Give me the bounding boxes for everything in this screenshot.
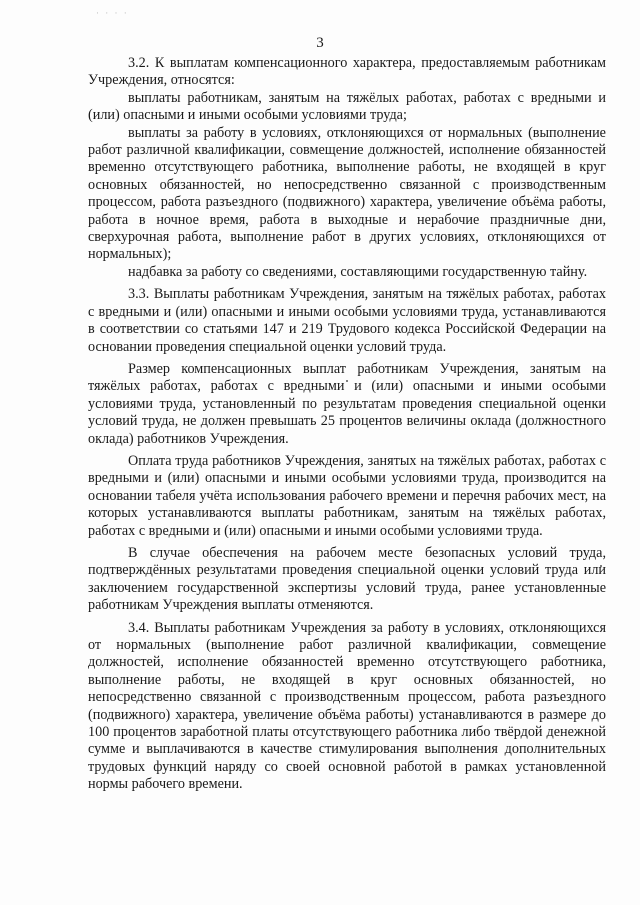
paragraph-payment-procedure: Оплата труда работников Учреждения, занятых на тяжёлых работах, работах с вредными и (или) опасными и иными особыми условиями труда, производится на основании табеля учёта использования рабочего времени и перечня рабочих мест, на которых устанавливаются выплаты работникам, занятым на тяжёлых работах, работах с вредными и (или) опасными и иными особыми условиями труда. — [88, 452, 606, 539]
paragraph-list-item-state-secret: надбавка за работу со сведениями, составляющими государственную тайну. — [128, 263, 588, 280]
page-number: 3 — [316, 35, 324, 51]
paragraph-compensation-size: Размер компенсационных выплат работникам Учреждения, занятым на тяжёлых работах, работах с вредными и (или) опасными и иными особыми условиями труда, установленный по результатам проведения специальной оценки условий труда, не должен превышать 25 процентов величины оклада (должностного оклада) работников Учреждения. — [88, 360, 606, 447]
paragraph-list-item-harmful-work: выплаты работникам, занятым на тяжёлых работах, работах с вредными и (или) опасными и иными особыми условиями труда; — [88, 89, 606, 124]
paragraph-3-3: 3.3. Выплаты работникам Учреждения, занятым на тяжёлых работах, работах с вредными и (или) опасными и иными особыми условиями труда, устанавливаются в соответствии со статьями 147 и 219 Трудового кодекса Российской Федерации на основании проведения специальной оценки условий труда. — [88, 286, 606, 355]
paragraph-safe-conditions: В случае обеспечения на рабочем месте безопасных условий труда, подтверждённых результатами проведения специальной оценки условий труда или заключением государственной экспертизы условий труда, ранее установленные работникам Учреждения выплаты отменяются. — [88, 544, 606, 614]
scan-artifact: · · · · — [96, 8, 129, 18]
paragraph-3-2-intro: 3.2. К выплатам компенсационного характера, предоставляемым работникам Учреждения, относятся: — [88, 55, 606, 89]
paragraph-3-4: 3.4. Выплаты работникам Учреждения за работу в условиях, отклоняющихся от нормальных (выполнение работ различной квалификации, совмещение должностей, исполнение обязанностей временно отсутствующего работника, выполнение работы, не входящей в круг основных обязанностей, но непосредственно связанной с производственным процессом, работа разъездного (подвижного) характера, увеличение объёма работы) устанавливаются в размере до 100 процентов заработной платы отсутствующего работника либо твёрдой денежной сумме и выплачиваются в качестве стимулирования выполнения дополнительных трудовых функций наряду со своей основной работой в рамках установленной нормы рабочего времени. — [88, 619, 606, 793]
paragraph-list-item-abnormal-conditions: выплаты за работу в условиях, отклоняющихся от нормальных (выполнение работ различной квалификации, совмещение должностей, исполнение обязанностей временно отсутствующего работника, выполнение работы, не входящей в круг основных обязанностей, но непосредственно связанной с производственным процессом, работа разъездного (подвижного) характера, увеличение объёма работы, работа в ночное время, работа в выходные и нерабочие праздничные дни, сверхурочная работа, выполнение работ в других условиях, отклоняющихся от нормальных); — [88, 124, 606, 263]
document-body — [88, 55, 606, 794]
